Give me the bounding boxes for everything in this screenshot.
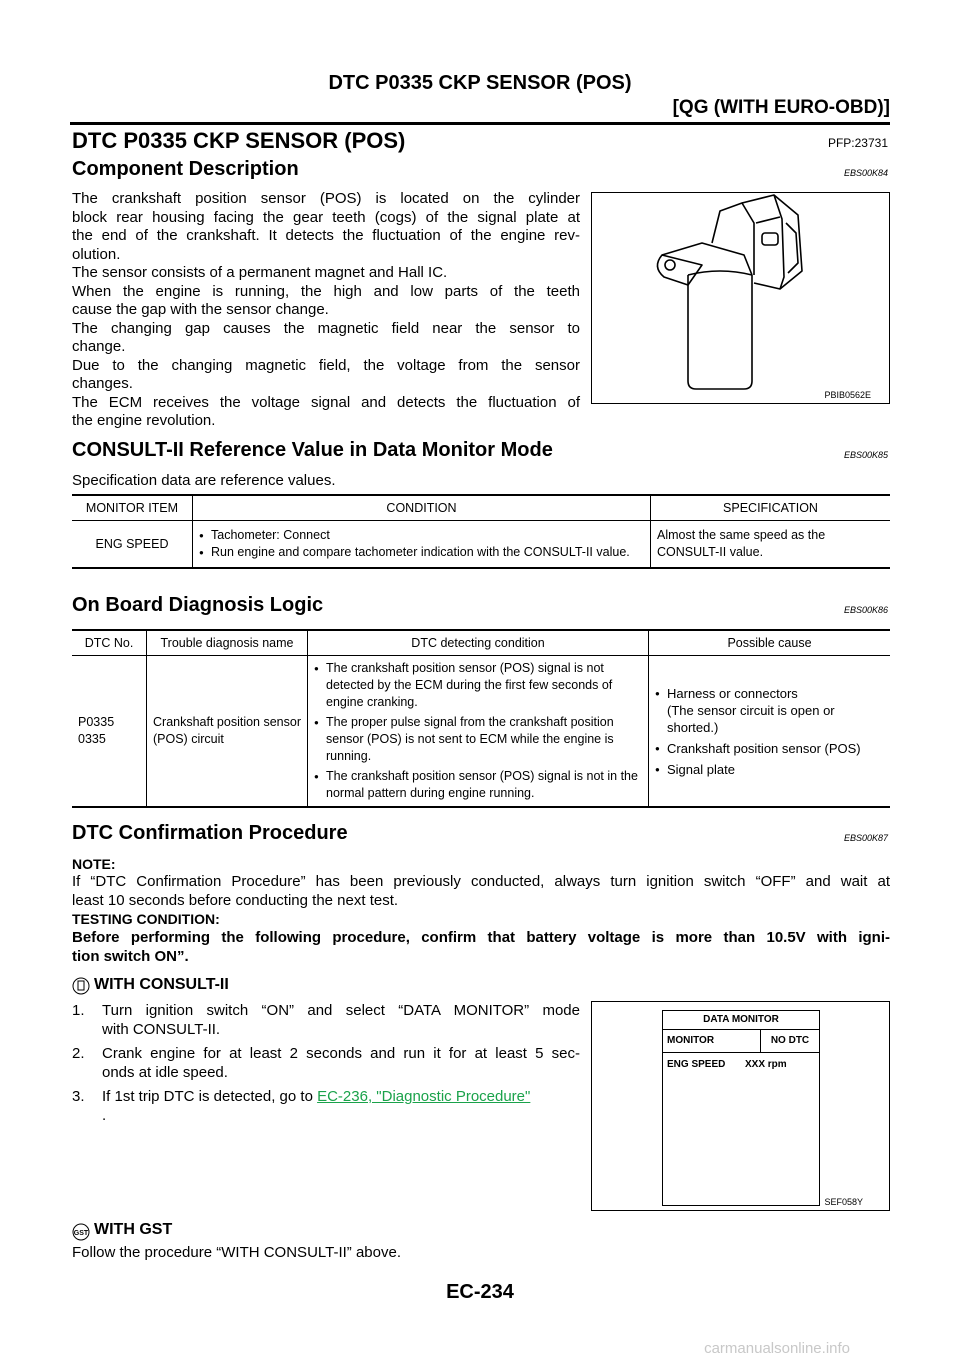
step-number: 3. <box>72 1088 85 1105</box>
obd-condition <box>308 656 649 808</box>
obd-col-condition: DTC detecting condition <box>308 630 649 656</box>
consult-table <box>72 494 890 569</box>
obd-dtc-code: 0335 <box>78 732 106 746</box>
consult-code: EBS00K85 <box>843 450 888 460</box>
consult-heading: CONSULT-II Reference Value in Data Monitor Mode <box>72 439 553 461</box>
list-item: ● The crankshaft position sensor (POS) signal is not detected by the ECM during the first few seconds of engine cranking. <box>314 660 642 711</box>
list-item: ● Run engine and compare tachometer indication with the CONSULT-II value. <box>199 544 644 561</box>
step-text <box>102 1002 580 1039</box>
component-line: the end of the crankshaft. It detects the fluctuation of the engine rev- <box>72 227 580 244</box>
step-text <box>102 1045 580 1082</box>
obd-code: EBS00K86 <box>843 605 888 615</box>
list-item <box>72 1002 580 1039</box>
list-item: ● Tachometer: Connect <box>199 527 644 544</box>
consult-col-condition: CONDITION <box>193 495 651 521</box>
testing-line: tion switch ON”. <box>72 947 189 965</box>
section-title: DTC P0335 CKP SENSOR (POS) <box>72 128 406 153</box>
component-line: olution. <box>72 245 121 263</box>
page-header-title: DTC P0335 CKP SENSOR (POS) <box>328 72 632 94</box>
svg-text:GST: GST <box>73 1230 89 1237</box>
list-item <box>72 1045 580 1082</box>
data-monitor-figure <box>591 1001 890 1211</box>
testing-text <box>72 929 890 966</box>
list-item: ● The crankshaft position sensor (POS) signal is not in the normal pattern during engine running. <box>314 768 642 802</box>
note-line: least 10 seconds before conducting the next test. <box>72 891 399 909</box>
obd-col-dtc: DTC No. <box>72 630 147 656</box>
list-item: ● Harness or connectors (The sensor circuit is open or shorted.) <box>655 685 884 736</box>
list-item: ● The proper pulse signal from the crankshaft position sensor (POS) is not sent to ECM while the engine is running. <box>314 714 642 765</box>
data-monitor-item: ENG SPEED <box>667 1059 726 1070</box>
obd-name: Crankshaft position sensor (POS) circuit <box>147 656 308 808</box>
component-line: The ECM receives the voltage signal and detects the fluctuation of <box>72 393 580 411</box>
consult-col-monitor: MONITOR ITEM <box>72 495 193 521</box>
data-monitor-screen <box>662 1010 820 1206</box>
component-line: changes. <box>72 375 133 392</box>
confirm-heading: DTC Confirmation Procedure <box>72 822 348 844</box>
confirm-code: EBS00K87 <box>843 833 888 843</box>
note-text <box>72 873 890 910</box>
table-row <box>72 656 890 808</box>
consult-item: ENG SPEED <box>95 536 169 551</box>
step-text <box>102 1088 580 1125</box>
data-monitor-col-monitor: MONITOR <box>663 1030 761 1052</box>
data-monitor-value: XXX rpm <box>745 1059 787 1070</box>
obd-dtc <box>72 656 147 808</box>
sensor-figure-code: PBIB0562E <box>824 390 871 400</box>
consult-condition <box>193 521 651 569</box>
obd-col-cause: Possible cause <box>649 630 891 656</box>
note-line: If “DTC Confirmation Procedure” has been previously conducted, always turn ignition switch “OFF” and wait at <box>72 873 890 890</box>
step-line: Crank engine for at least 2 seconds and run it for at least 5 sec- <box>102 1045 580 1062</box>
component-line: When the engine is running, the high and low parts of the teeth <box>72 282 580 300</box>
page-number: EC-234 <box>446 1281 514 1303</box>
component-line: The crankshaft position sensor (POS) is located on the cylinder <box>72 190 580 207</box>
component-line: Due to the changing magnetic field, the voltage from the sensor <box>72 356 580 374</box>
crankshaft-sensor-illustration <box>592 193 889 403</box>
component-line: cause the gap with the sensor change. <box>72 301 329 318</box>
data-monitor-header <box>663 1030 819 1053</box>
data-monitor-row <box>663 1053 819 1070</box>
step-end: . <box>102 1106 107 1124</box>
page-header-subtitle: [QG (WITH EURO-OBD)] <box>672 97 890 118</box>
step-number: 2. <box>72 1045 85 1062</box>
sensor-figure <box>591 192 890 404</box>
obd-cause <box>649 656 891 808</box>
step-text-prefix: If 1st trip DTC is detected, go to <box>102 1088 318 1105</box>
part-number: PFP:23731 <box>827 136 888 150</box>
obd-heading: On Board Diagnosis Logic <box>72 594 324 616</box>
data-monitor-figure-code: SEF058Y <box>824 1197 863 1207</box>
header-rule <box>70 122 890 125</box>
step-line: with CONSULT-II. <box>102 1020 221 1038</box>
watermark: carmanualsonline.info <box>704 1340 850 1357</box>
component-code: EBS00K84 <box>843 168 888 178</box>
list-item: ● Signal plate <box>655 761 884 778</box>
step-number: 1. <box>72 1002 85 1019</box>
obd-col-name: Trouble diagnosis name <box>147 630 308 656</box>
list-item: ● Crankshaft position sensor (POS) <box>655 740 884 757</box>
consult-intro: Specification data are reference values. <box>72 472 336 489</box>
diagnostic-procedure-link[interactable]: EC-236, "Diagnostic Procedure" <box>317 1088 531 1105</box>
gst-icon <box>72 1223 90 1241</box>
with-gst-label: WITH GST <box>94 1221 173 1238</box>
list-item <box>72 1088 580 1125</box>
step-line: onds at idle speed. <box>102 1063 228 1081</box>
consult-steps <box>72 1002 580 1125</box>
testing-line: Before performing the following procedure, confirm that battery voltage is more than 10.5V with igni- <box>72 929 890 946</box>
component-line: change. <box>72 338 126 355</box>
component-body <box>72 190 580 431</box>
data-monitor-title: DATA MONITOR <box>663 1011 819 1030</box>
component-line: The changing gap causes the magnetic field near the sensor to <box>72 319 580 337</box>
obd-table <box>72 629 890 808</box>
consult-col-spec: SPECIFICATION <box>651 495 891 521</box>
component-heading: Component Description <box>72 158 299 180</box>
step-line: Turn ignition switch “ON” and select “DATA MONITOR” mode <box>102 1002 580 1019</box>
data-monitor-col-status: NO DTC <box>770 1035 810 1046</box>
consult-spec: Almost the same speed as the CONSULT-II value. <box>651 521 891 569</box>
note-label: NOTE: <box>72 856 116 872</box>
component-line: block rear housing facing the gear teeth (cogs) of the signal plate at <box>72 208 580 226</box>
component-line: The sensor consists of a permanent magnet and Hall IC. <box>72 264 448 281</box>
gst-text: Follow the procedure “WITH CONSULT-II” above. <box>72 1244 401 1261</box>
obd-dtc-code: P0335 <box>78 715 115 729</box>
component-line: the engine revolution. <box>72 412 216 429</box>
testing-label: TESTING CONDITION: <box>72 911 220 927</box>
table-row <box>72 521 890 569</box>
consult-icon <box>72 977 90 995</box>
with-consult-label: WITH CONSULT-II <box>94 976 229 993</box>
